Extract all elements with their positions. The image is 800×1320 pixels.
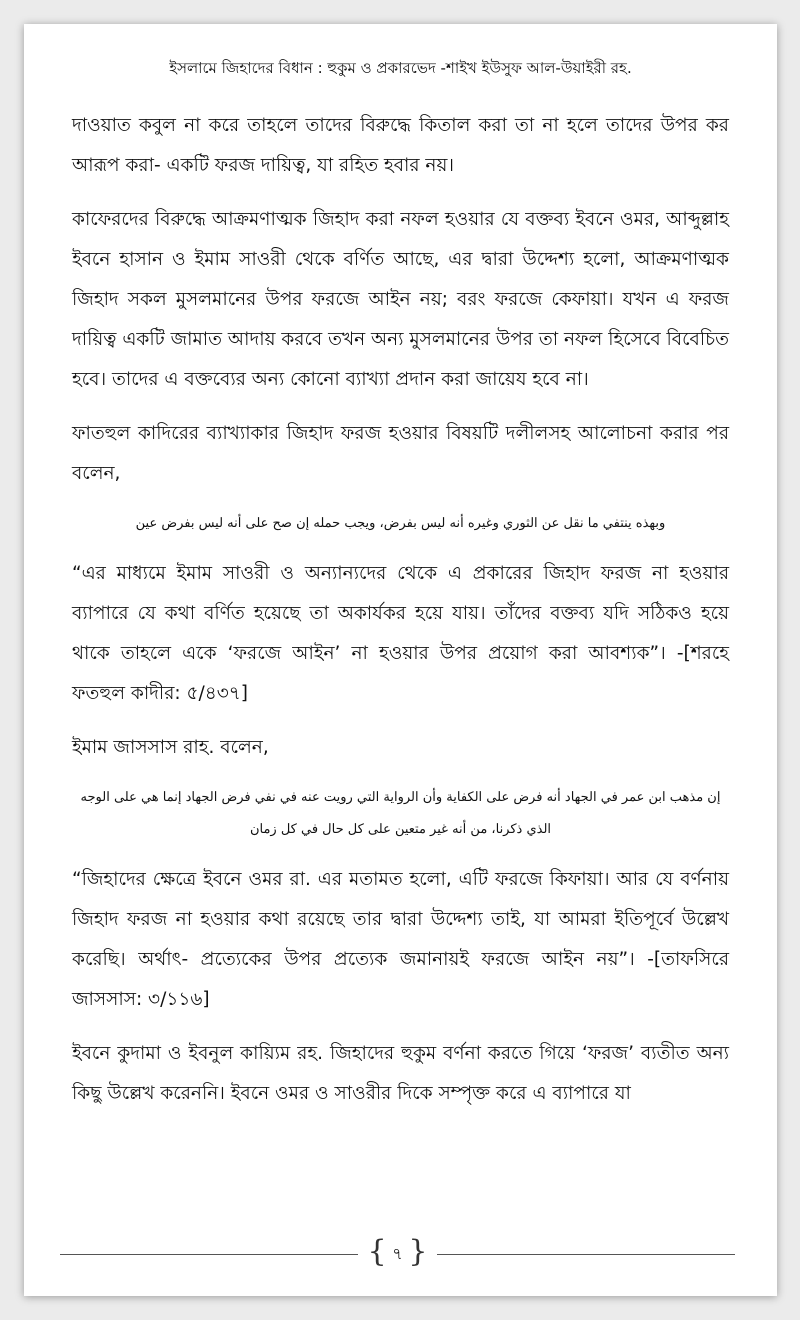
- running-header: ইসলামে জিহাদের বিধান : হুকুম ও প্রকারভেদ -শাইখ ইউসুফ আল-উয়াইরী রহ.: [169, 59, 632, 77]
- page-footer: [60, 1234, 735, 1274]
- paragraph-1: দাওয়াত কবুল না করে তাহলে তাদের বিরুদ্ধে কিতাল করা তা না হলে তাদের উপর কর আরূপ করা- একটি ফরজ দায়িত্ব, যা রহিত হবার নয়।: [72, 115, 729, 176]
- paragraph-5: ইমাম জাসসাস রাহ. বলেন,: [72, 737, 269, 758]
- page-number-box: [366, 1234, 430, 1274]
- paragraph-4: “এর মাধ্যমে ইমাম সাওরী ও অন্যান্যদের থেকে এ প্রকারের জিহাদ ফরজ না হওয়ার ব্যাপারে যে কথা বর্ণিত হয়েছে তা অকার্যকর হয়ে যায়। তাঁদের বক্তব্য যদি সঠিকও হয়ে থাকে তাহলে একে ‘ফরজে আইন’ না হওয়ার উপর প্রয়োগ করা আবশ্যক”। -[শরহে ফতহুল কাদীর: ৫/৪৩৭]: [72, 563, 729, 704]
- page-number: ৭: [392, 1244, 403, 1263]
- left-brace-ornament: {: [367, 1234, 387, 1269]
- paragraph-6: “জিহাদের ক্ষেত্রে ইবনে ওমর রা. এর মতামত হলো, এটি ফরজে কিফায়া। আর যে বর্ণনায় জিহাদ ফরজ না হওয়ার কথা রয়েছে তার দ্বারা উদ্দেশ্য তাই, যা আমরা ইতিপূর্বে উল্লেখ করেছি। অর্থাৎ- প্রত্যেকের উপর প্রত্যেক জমানায়ই ফরজে আইন নয়”। -[তাফসিরে জাসসাস: ৩/১১৬]: [72, 869, 729, 1010]
- arabic-quote-1: وبهذه ينتفي ما نقل عن الثوري وغيره أنه ليس بفرض، ويجب حمله إن صح على أنه ليس بفرض عين: [135, 516, 666, 531]
- paragraph-7: ইবনে কুদামা ও ইবনুল কায়্যিম রহ. জিহাদের হুকুম বর্ণনা করতে গিয়ে ‘ফরজ’ ব্যতীত অন্য কিছু উল্লেখ করেননি। ইবনে ওমর ও সাওরীর দিকে সম্পৃক্ত করে এ ব্যাপারে যা: [72, 1043, 729, 1104]
- paragraph-2: কাফেরদের বিরুদ্ধে আক্রমণাত্মক জিহাদ করা নফল হওয়ার যে বক্তব্য ইবনে ওমর, আব্দুল্লাহ ইবনে হাসান ও ইমাম সাওরী থেকে বর্ণিত আছে, এর দ্বারা উদ্দেশ্য হলো, আক্রমণাত্মক জিহাদ সকল মুসলমানের উপর ফরজে আইন নয়; বরং ফরজে কেফায়া। যখন এ ফরজ দায়িত্ব একটি জামাত আদায় করবে তখন অন্য মুসলমানের উপর তা নফল হিসেবে বিবেচিত হবে। তাদের এ বক্তব্যের অন্য কোনো ব্যাখ্যা প্রদান করা জায়েয হবে না।: [72, 209, 729, 390]
- footer-rule-left: [60, 1254, 358, 1255]
- paragraph-3: ফাতহুল কাদিরের ব্যাখ্যাকার জিহাদ ফরজ হওয়ার বিষয়টি দলীলসহ আলোচনা করার পর বলেন,: [72, 423, 729, 484]
- footer-rule-right: [437, 1254, 735, 1255]
- page-body: [72, 106, 729, 1128]
- right-brace-ornament: }: [408, 1234, 428, 1269]
- arabic-quote-2: إن مذهب ابن عمر في الجهاد أنه فرض على الكفاية وأن الرواية التي رويت عنه في نفي فرض الجهاد إنما هي على الوجه الذي ذكرنا، من أنه غير متعين على كل حال في كل زمان: [80, 790, 721, 837]
- document-page: [24, 24, 777, 1296]
